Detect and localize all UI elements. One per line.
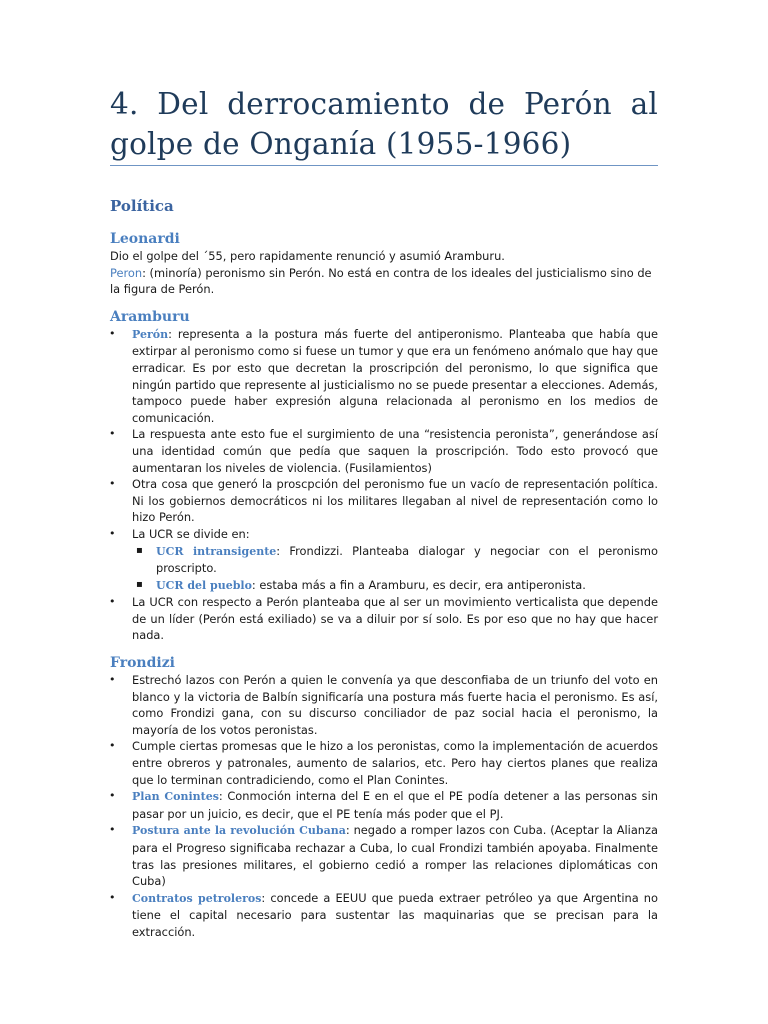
label-contratos-petroleros: Contratos petroleros <box>132 891 262 905</box>
list-item-text: : representa a la postura más fuerte del antiperonismo. Planteaba que había que extirpar al peronismo como si fuese un tumor y que era un fenómeno anómalo que hay que erradicar. Es por esto que decretan la proscripción del peronismo, lo que significa que ningún partido que represente al justicialismo no se puede presentar a elecciones. Además, tampoco puede haber expresión alguna relacionada al peronismo en los medios de comunicación. <box>132 326 658 425</box>
label-ucr-del-pueblo: UCR del pueblo <box>156 578 252 592</box>
list-item-text: : concede a EEUU que pueda extraer petróleo ya que Argentina no tiene el capital necesario para sustentar las maquinarias que se precisan para la extracción. <box>132 890 658 939</box>
list-item <box>110 890 658 941</box>
label-postura-revolucion-cubana: Postura ante la revolución Cubana <box>132 824 346 838</box>
document-title: 4. Del derrocamiento de Perón al golpe de Onganía (1955-1966) <box>110 87 658 161</box>
label-peron: Peron <box>110 265 143 280</box>
list-item <box>110 738 658 788</box>
list-item <box>110 672 658 738</box>
leonardi-section <box>110 230 658 298</box>
heading-frondizi: Frondizi <box>110 655 175 672</box>
aramburu-section <box>110 308 658 644</box>
list-item <box>110 526 658 594</box>
leonardi-line-1: Dio el golpe del ´55, pero rapidamente renunció y asumió Aramburu. <box>110 249 505 263</box>
section-heading-politica: Política <box>110 197 174 215</box>
list-item-text: La respuesta ante esto fue el surgimiento de una “resistencia peronista”, generándose así una identidad común que pedía que saquen la proscripción. Todo esto provocó que aumentaran los niveles de violencia. (Fusilamientos) <box>132 427 658 475</box>
list-item <box>110 788 658 822</box>
aramburu-list <box>110 326 658 644</box>
label-ucr-intransigente: UCR intransigente <box>156 544 277 558</box>
sub-list-item <box>132 543 658 577</box>
frondizi-list <box>110 672 658 941</box>
label-plan-conintes: Plan Conintes <box>132 790 219 804</box>
list-item-text: La UCR se divide en: <box>132 526 250 541</box>
sub-list-item-text: : estaba más a fin a Aramburu, es decir, era antiperonista. <box>251 577 586 592</box>
leonardi-line-2 <box>110 265 658 298</box>
list-item <box>110 476 658 526</box>
list-item-text: : Conmoción interna del E en el que el PE podía detener a las personas sin pasar por un juicio, es decir, que el PE tenía más poder que el PJ. <box>132 789 658 821</box>
list-item <box>110 594 658 644</box>
frondizi-section <box>110 654 658 941</box>
sub-list-item-text: : Frondizzi. Planteaba dialogar y negociar con el peronismo proscripto. <box>156 543 658 576</box>
list-item-text: Cumple ciertas promesas que le hizo a los peronistas, como la implementación de acuerdos entre obreros y patronales, aumento de salarios, etc. Pero hay ciertos planes que realiza que lo terminan contradiciendo, como el Plan Conintes. <box>132 739 658 787</box>
sub-list-item <box>132 577 658 595</box>
list-item <box>110 426 658 476</box>
label-peron-aramburu: Perón <box>132 327 169 341</box>
list-item-text: Otra cosa que generó la proscpción del peronismo fue un vacío de representación política. Ni los gobiernos democráticos ni los militares llegaban al nivel de representación como lo hizo Perón. <box>132 477 658 525</box>
list-item <box>110 822 658 889</box>
list-item-text: : negado a romper lazos con Cuba. (Aceptar la Alianza para el Progreso significaba rechazar a Cuba, lo cual Frondizi también apoyaba. Finalmente tras las presiones militares, el gobierno cedió a romper las relaciones diplomáticas con Cuba) <box>132 823 658 889</box>
leonardi-line-2-text: : (minoría) peronismo sin Perón. No está en contra de los ideales del justicialismo sino de la figura de Perón. <box>110 265 652 297</box>
list-item-text: La UCR con respecto a Perón planteaba que al ser un movimiento verticalista que depende de un líder (Perón está exiliado) se va a diluir por sí solo. Es por eso que no hay que hacer nada. <box>132 595 658 643</box>
title-divider <box>110 165 658 166</box>
heading-aramburu: Aramburu <box>110 308 190 325</box>
ucr-sublist <box>132 543 658 595</box>
document-body <box>110 196 658 951</box>
list-item-text: Estrechó lazos con Perón a quien le convenía ya que desconfiaba de un triunfo del voto en blanco y la victoria de Balbín significaría una postura más fuerte hacia el peronismo. Es así, como Frondizi gana, con su discurso conciliador de paz social hacia el peronismo, la mayoría de los votos peronistas. <box>132 673 658 737</box>
heading-leonardi: Leonardi <box>110 231 180 247</box>
list-item <box>110 326 658 427</box>
